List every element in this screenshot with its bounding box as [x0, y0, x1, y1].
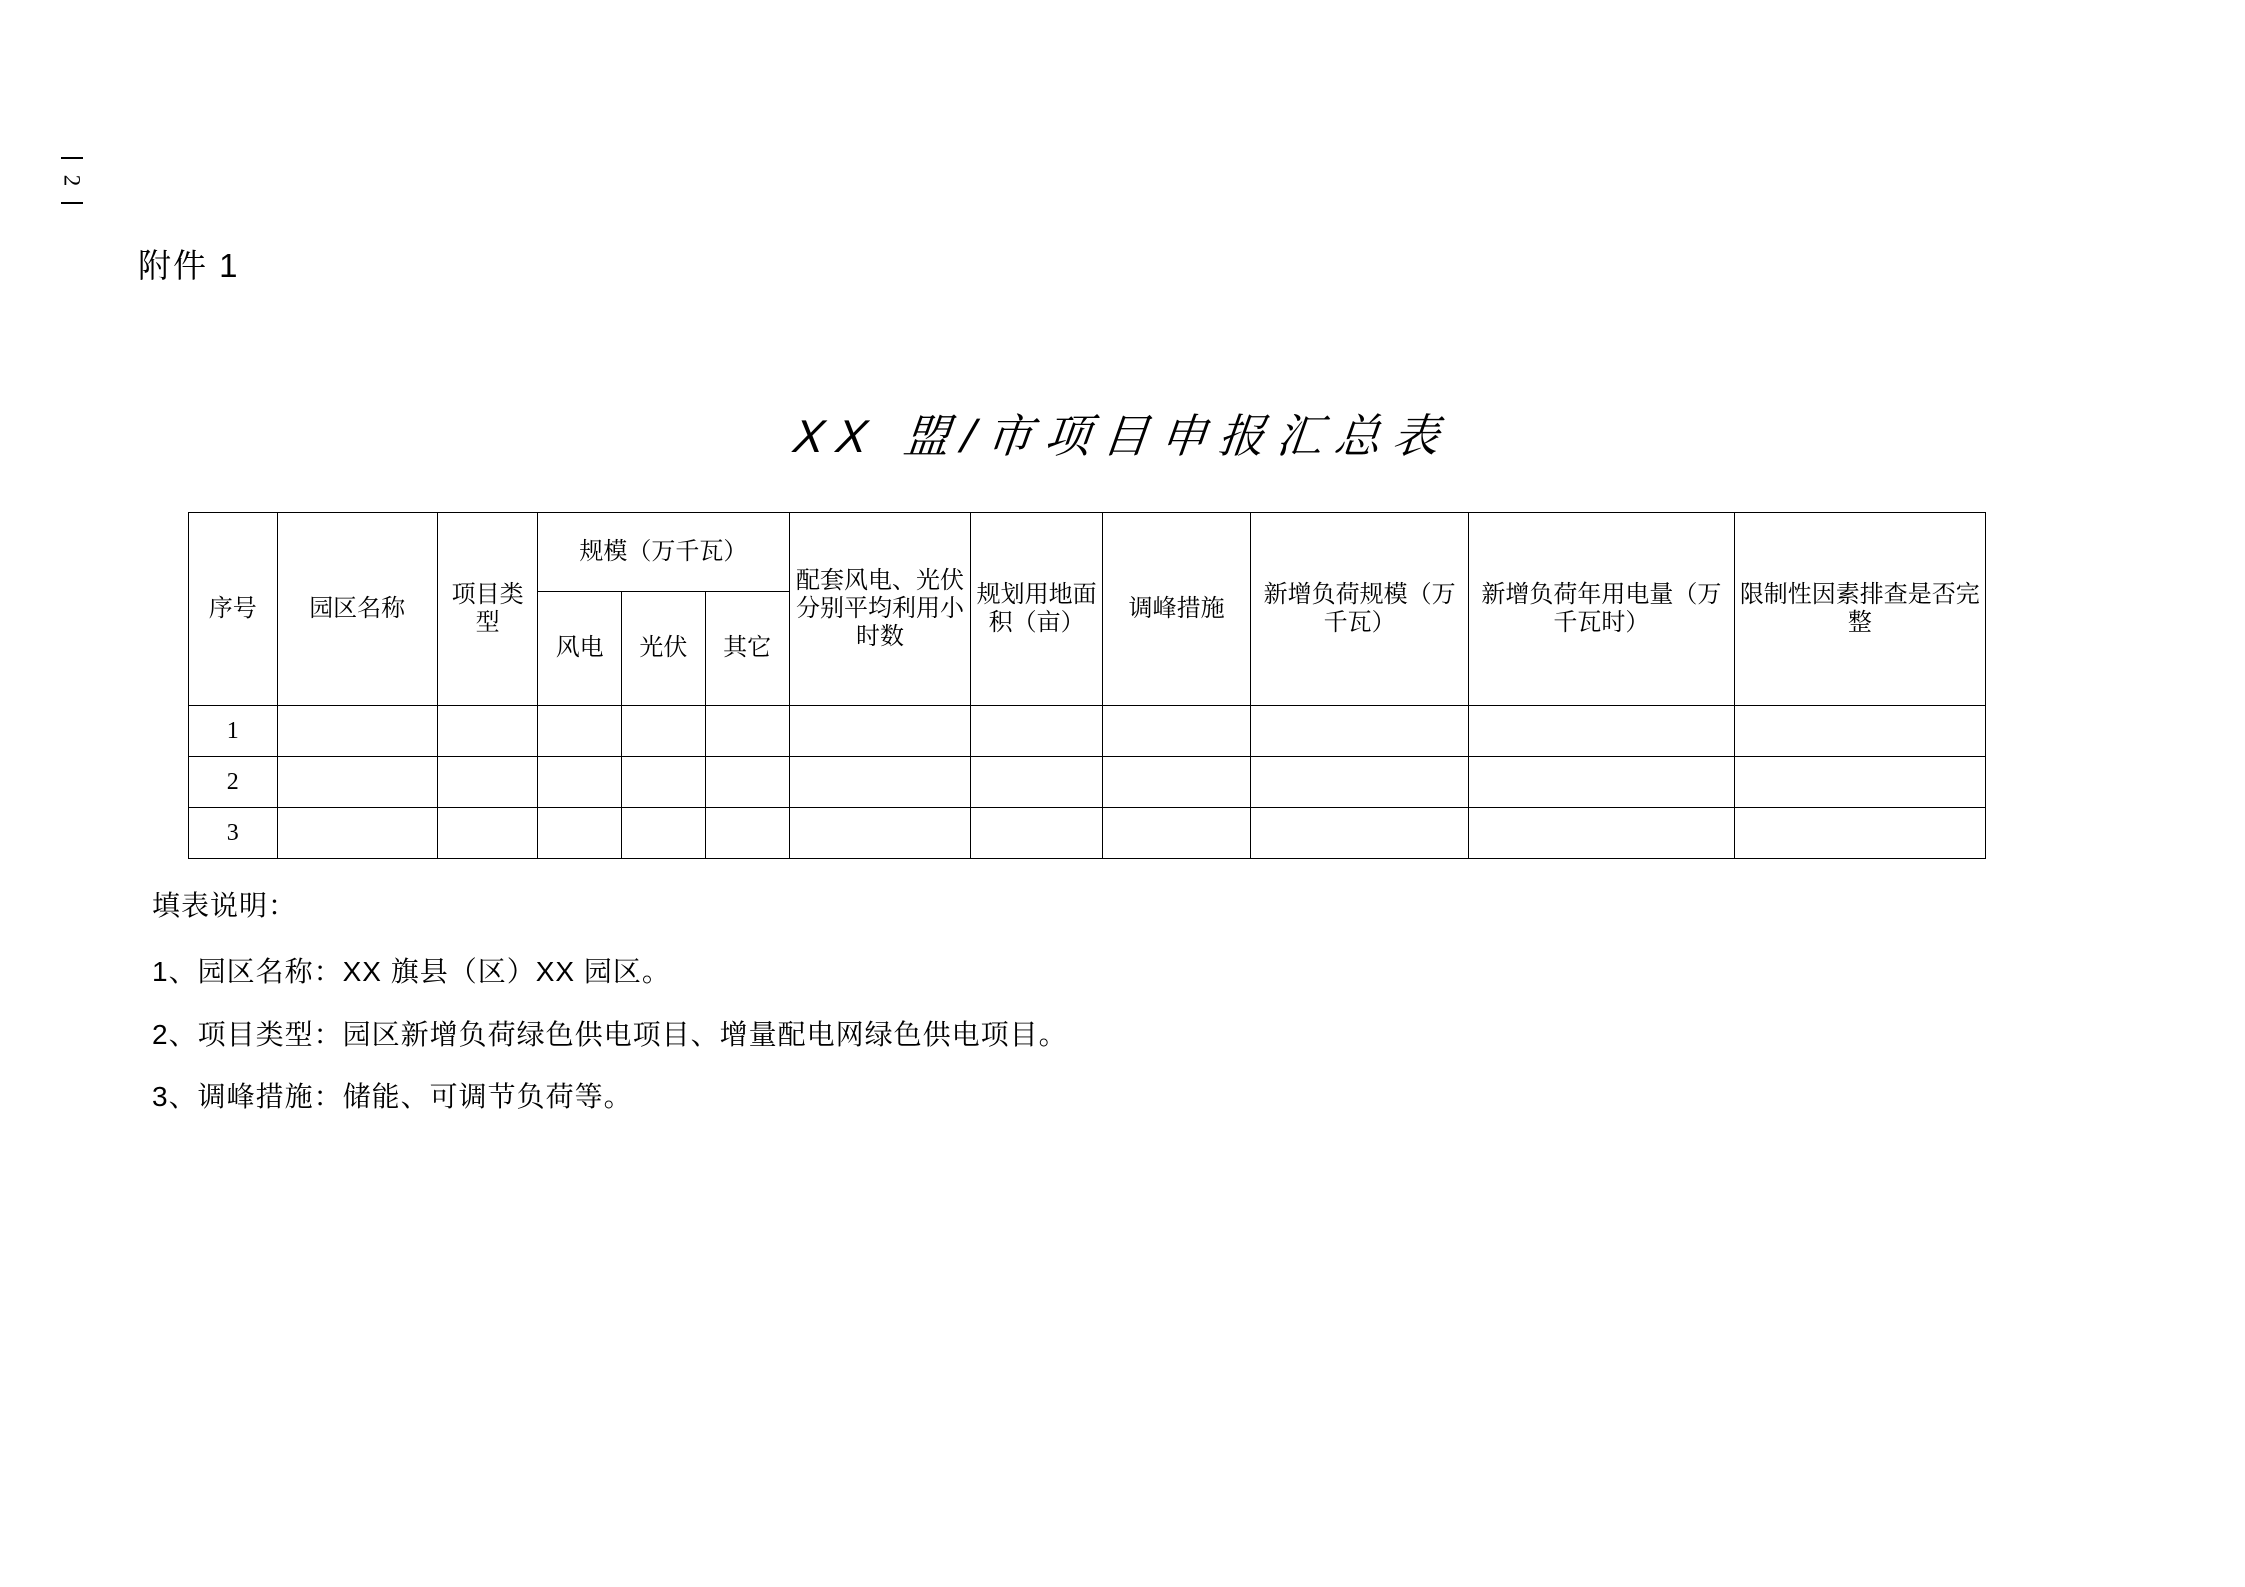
- cell-matching-hours[interactable]: [789, 757, 971, 808]
- cell-index: 1: [189, 706, 278, 757]
- note-item-1: 1、园区名称：XX 旗县（区）XX 园区。: [152, 956, 671, 988]
- cell-planned-land[interactable]: [971, 808, 1103, 859]
- cell-limiting-factors[interactable]: [1734, 808, 1985, 859]
- cell-project-type[interactable]: [437, 757, 537, 808]
- cell-index: 3: [189, 808, 278, 859]
- cell-park-name[interactable]: [277, 706, 437, 757]
- table-header-row-1: [189, 513, 1986, 592]
- col-header-scale-other: 其它: [705, 592, 789, 706]
- page-marker-dash-bottom: [61, 202, 83, 204]
- cell-scale-wind[interactable]: [538, 808, 622, 859]
- cell-peak-measure[interactable]: [1102, 706, 1250, 757]
- cell-scale-pv[interactable]: [622, 808, 706, 859]
- project-summary-table: [188, 512, 1986, 859]
- notes-heading: 填表说明：: [152, 890, 298, 921]
- col-header-scale-group: 规模（万千瓦）: [538, 513, 789, 592]
- col-header-new-load-scale: 新增负荷规模（万千瓦）: [1251, 513, 1469, 706]
- cell-scale-wind[interactable]: [538, 757, 622, 808]
- cell-new-load-energy[interactable]: [1469, 757, 1735, 808]
- cell-scale-pv[interactable]: [622, 757, 706, 808]
- cell-project-type[interactable]: [437, 808, 537, 859]
- col-header-park-name: 园区名称: [277, 513, 437, 706]
- table-row: [189, 757, 1986, 808]
- col-header-new-load-energy: 新增负荷年用电量（万千瓦时）: [1469, 513, 1735, 706]
- cell-index: 2: [189, 757, 278, 808]
- cell-park-name[interactable]: [277, 808, 437, 859]
- cell-matching-hours[interactable]: [789, 706, 971, 757]
- col-header-limiting-factors: 限制性因素排查是否完整: [1734, 513, 1985, 706]
- cell-new-load-energy[interactable]: [1469, 706, 1735, 757]
- cell-new-load-scale[interactable]: [1251, 706, 1469, 757]
- table-body: [189, 706, 1986, 859]
- cell-scale-other[interactable]: [705, 706, 789, 757]
- form-notes: [152, 888, 2052, 1142]
- cell-new-load-energy[interactable]: [1469, 808, 1735, 859]
- cell-scale-other[interactable]: [705, 808, 789, 859]
- cell-project-type[interactable]: [437, 706, 537, 757]
- cell-limiting-factors[interactable]: [1734, 706, 1985, 757]
- note-item-2: 2、项目类型：园区新增负荷绿色供电项目、增量配电网绿色供电项目。: [152, 1018, 1068, 1050]
- cell-park-name[interactable]: [277, 757, 437, 808]
- cell-scale-pv[interactable]: [622, 706, 706, 757]
- cell-peak-measure[interactable]: [1102, 757, 1250, 808]
- cell-scale-other[interactable]: [705, 757, 789, 808]
- col-header-planned-land: 规划用地面积（亩）: [971, 513, 1103, 706]
- page-marker-dash-top: [61, 157, 83, 159]
- col-header-peak-measure: 调峰措施: [1102, 513, 1250, 706]
- cell-planned-land[interactable]: [971, 757, 1103, 808]
- page-number-marker: [52, 120, 92, 240]
- cell-limiting-factors[interactable]: [1734, 757, 1985, 808]
- attachment-label: 附件 1: [138, 247, 240, 284]
- table-row: [189, 706, 1986, 757]
- cell-new-load-scale[interactable]: [1251, 757, 1469, 808]
- cell-new-load-scale[interactable]: [1251, 808, 1469, 859]
- page-title: XX 盟/市项目申报汇总表: [790, 410, 1454, 462]
- table-row: [189, 808, 1986, 859]
- cell-scale-wind[interactable]: [538, 706, 622, 757]
- col-header-matching-hours: 配套风电、光伏分别平均利用小时数: [789, 513, 971, 706]
- summary-table-container: [188, 512, 1986, 859]
- col-header-scale-wind: 风电: [538, 592, 622, 706]
- cell-matching-hours[interactable]: [789, 808, 971, 859]
- col-header-scale-pv: 光伏: [622, 592, 706, 706]
- col-header-index: 序号: [189, 513, 278, 706]
- cell-planned-land[interactable]: [971, 706, 1103, 757]
- note-item-3: 3、调峰措施：储能、可调节负荷等。: [152, 1081, 633, 1113]
- page-number: 2: [59, 174, 85, 186]
- cell-peak-measure[interactable]: [1102, 808, 1250, 859]
- col-header-project-type: 项目类型: [437, 513, 537, 706]
